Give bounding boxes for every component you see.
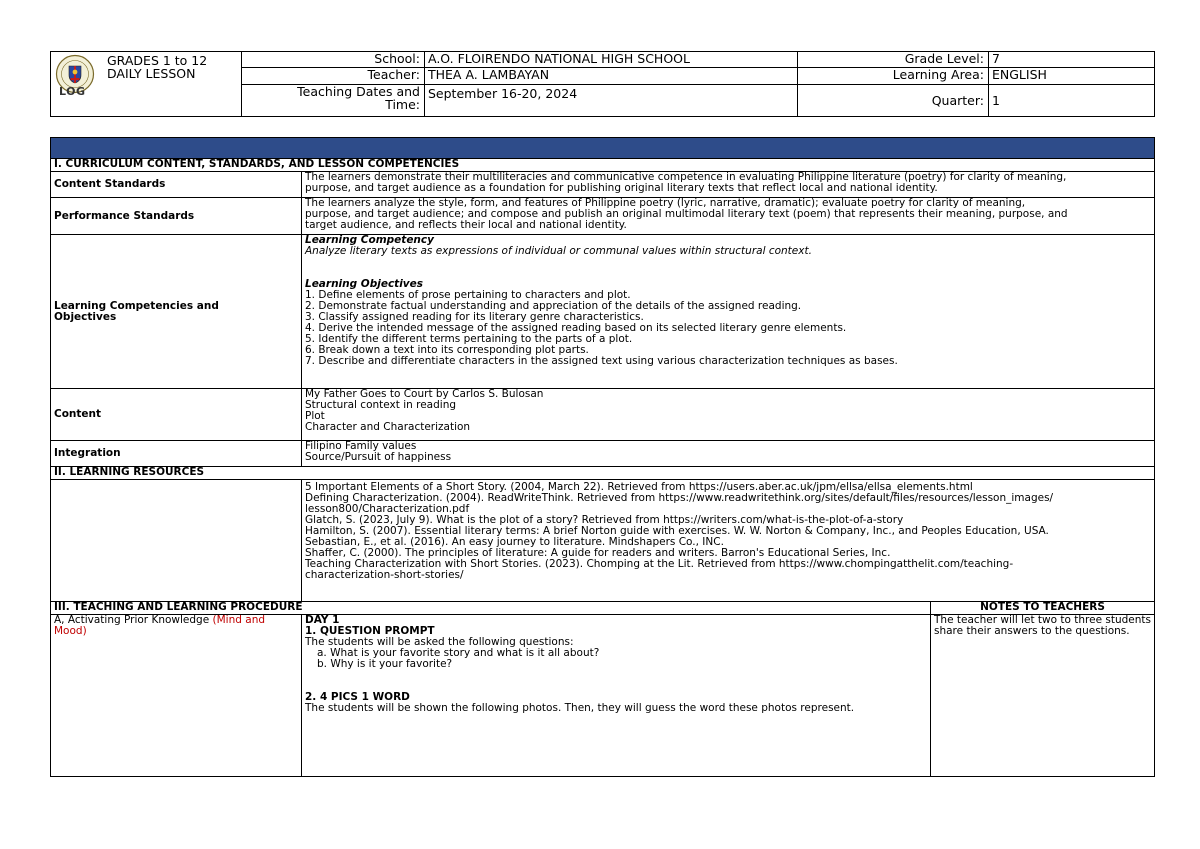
objective-item: 2. Demonstrate factual understanding and appreciation of the details of the assigned reading. <box>305 300 802 312</box>
objective-item: 5. Identify the different terms pertaining to the parts of a plot. <box>305 333 633 345</box>
form-title <box>107 54 207 80</box>
performance-standards-label: Performance Standards <box>51 198 302 235</box>
integration-item: Source/Pursuit of happiness <box>305 451 452 463</box>
integration-item: Filipino Family values <box>305 440 417 452</box>
performance-standards-row <box>51 198 1155 235</box>
logo-cell <box>51 52 242 117</box>
resources-row <box>51 480 1155 602</box>
objective-item: 7. Describe and differentiate characters in the assigned text using various characterization techniques as bases. <box>305 355 898 367</box>
teaching-dates-label: Teaching Dates and Time: <box>242 84 425 117</box>
content-item: Plot <box>305 410 325 422</box>
form-title-line1: GRADES 1 to 12 <box>107 53 208 68</box>
competency-heading: Learning Competency <box>305 234 434 246</box>
reference-item: Shaffer, C. (2000). The principles of literature: A guide for readers and writers. Barron's Educational Series, Inc. <box>305 547 891 559</box>
content-label: Content <box>51 389 302 441</box>
competencies-label: Learning Competencies and Objectives <box>51 235 302 389</box>
teaching-dates-value: September 16-20, 2024 <box>425 84 798 117</box>
objectives-heading: Learning Objectives <box>305 278 424 290</box>
objective-item: 3. Classify assigned reading for its literary genre characteristics. <box>305 311 644 323</box>
section2-title: II. LEARNING RESOURCES <box>51 467 1155 480</box>
notes-text: The teacher will let two to three students share their answers to the questions. <box>934 614 1151 637</box>
resources-text <box>302 480 1155 602</box>
section3-title-row <box>51 602 1155 615</box>
learning-area-value: ENGLISH <box>989 68 1155 84</box>
integration-label: Integration <box>51 441 302 467</box>
reference-item: lesson800/Characterization.pdf <box>305 503 470 515</box>
content-item: My Father Goes to Court by Carlos S. Bulosan <box>305 388 544 400</box>
quarter-label: Quarter: <box>798 84 989 117</box>
blue-header-bar <box>51 138 1155 159</box>
question-prompt-intro: The students will be asked the following questions: <box>305 636 574 648</box>
competency-text: Analyze literary texts as expressions of individual or communal values within structural context. <box>305 245 812 257</box>
pics-text: The students will be shown the following photos. Then, they will guess the word these photos represent. <box>305 702 855 714</box>
reference-item: Sebastian, E., et al. (2016). An easy journey to literature. Mindshapers Co., INC. <box>305 536 724 548</box>
activating-prior-knowledge-row <box>51 615 1155 777</box>
form-title-line2: DAILY LESSON <box>107 66 196 81</box>
competencies-row <box>51 235 1155 389</box>
question-item: b. Why is it your favorite? <box>317 658 453 670</box>
resources-label-empty <box>51 480 302 602</box>
content-item: Character and Characterization <box>305 421 471 433</box>
objective-item: 6. Break down a text into its corresponding plot parts. <box>305 344 589 356</box>
reference-item: Hamilton, S. (2007). Essential literary terms: A brief Norton guide with exercises. W. W. Norton & Company, Inc., and Peoples Education, USA. <box>305 525 1049 537</box>
content-standards-label: Content Standards <box>51 172 302 198</box>
row-a-label: A, Activating Prior Knowledge (Mind and Mood) <box>51 615 302 777</box>
teacher-label: Teacher: <box>242 68 425 84</box>
quarter-value: 1 <box>989 84 1155 117</box>
reference-item: Defining Characterization. (2004). ReadWriteThink. Retrieved from https://www.readwritethink.org/sites/default/files/resources/lesson_images/ <box>305 492 1054 504</box>
performance-standards-text: The learners analyze the style, form, and features of Philippine poetry (lyric, narrative, dramatic); evaluate poetry for clarity of meaning, purpose, and target audience; and compose and publish an original multimodal literary text (poem) that represents their meaning, purpose, and target audience, and reflects their local and national identity. <box>302 198 1155 235</box>
section1-title-row <box>51 159 1155 172</box>
question-item: a. What is your favorite story and what is it all about? <box>317 647 600 659</box>
section1-title: I. CURRICULUM CONTENT, STANDARDS, AND LESSON COMPETENCIES <box>51 159 1155 172</box>
row-a-notes <box>931 615 1155 777</box>
integration-row <box>51 441 1155 467</box>
grade-level-label: Grade Level: <box>798 52 989 68</box>
learning-area-label: Learning Area: <box>798 68 989 84</box>
section2-title-row <box>51 467 1155 480</box>
grade-level-value: 7 <box>989 52 1155 68</box>
content-item: Structural context in reading <box>305 399 457 411</box>
reference-item: characterization-short-stories/ <box>305 569 464 581</box>
pics-title: 2. 4 PICS 1 WORD <box>305 691 410 703</box>
question-prompt-title: 1. QUESTION PROMPT <box>305 625 435 637</box>
objective-item: 1. Define elements of prose pertaining to characters and plot. <box>305 289 631 301</box>
reference-item: Glatch, S. (2023, July 9). What is the plot of a story? Retrieved from https://writers.com/what-is-the-plot-of-a-story <box>305 514 904 526</box>
reference-item: Teaching Characterization with Short Stories. (2023). Chomping at the Lit. Retrieved from https://www.chompingatthelit.com/teaching- <box>305 558 1014 570</box>
day-label: DAY 1 <box>305 614 340 626</box>
teacher-value: THEA A. LAMBAYAN <box>425 68 798 84</box>
school-label: School: <box>242 52 425 68</box>
objective-item: 4. Derive the intended message of the assigned reading based on its selected literary genre elements. <box>305 322 847 334</box>
section3-title: III. TEACHING AND LEARNING PROCEDURE <box>51 602 931 615</box>
competencies-text <box>302 235 1155 389</box>
logo-text: LOG <box>59 85 86 98</box>
school-value: A.O. FLOIRENDO NATIONAL HIGH SCHOOL <box>425 52 798 68</box>
lesson-table <box>50 137 1155 777</box>
content-standards-text: The learners demonstrate their multiliteracies and communicative competence in evaluating Philippine literature (poetry) for clarity of meaning, purpose, and target audience as a foundation for publishing original literary texts that reflect local and national identity. <box>302 172 1155 198</box>
header-table <box>50 51 1155 117</box>
notes-title: NOTES TO TEACHERS <box>931 602 1155 615</box>
content-standards-row <box>51 172 1155 198</box>
reference-item: 5 Important Elements of a Short Story. (2004, March 22). Retrieved from https://users.aber.ac.uk/jpm/ellsa/ellsa_elements.html <box>305 481 973 493</box>
row-a-content <box>302 615 931 777</box>
content-text <box>302 389 1155 441</box>
content-row <box>51 389 1155 441</box>
integration-text <box>302 441 1155 467</box>
